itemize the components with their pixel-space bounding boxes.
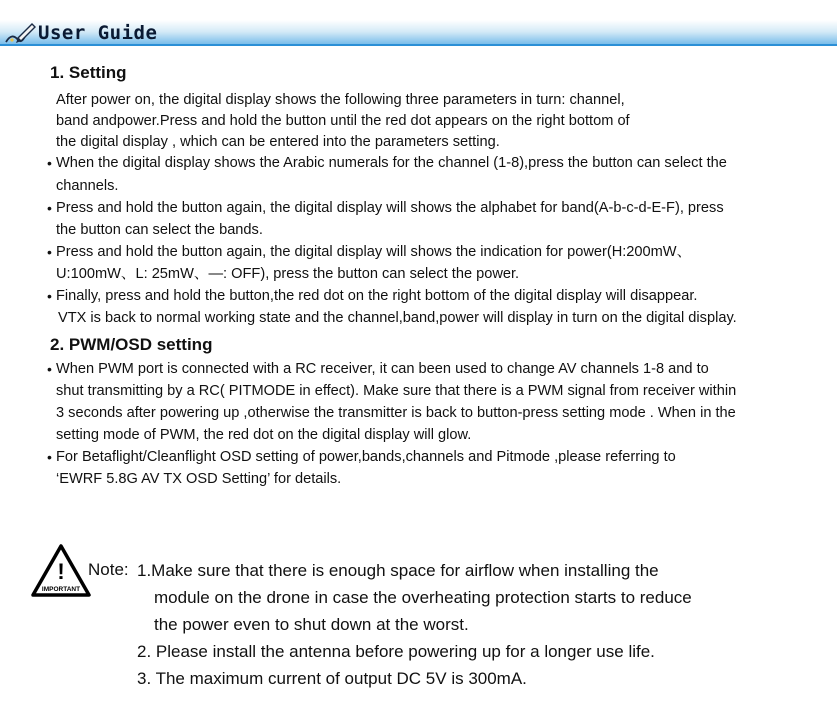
bullet-dot: • [47,288,52,304]
bullet-text: 3 seconds after powering up ,otherwise the transmitter is back to button-press setting mode . When in the [56,405,736,421]
note-label: Note: [88,560,129,579]
bullet-dot: • [47,449,52,465]
bullet-text: When the digital display shows the Arabic numerals for the channel (1-8),press the button can select the [56,155,727,171]
pen-icon [4,22,36,46]
bullet-text: the button can select the bands. [56,222,263,238]
svg-text:IMPORTANT: IMPORTANT [41,586,81,593]
bullet-dot: • [47,244,52,260]
warning-icon [30,543,92,599]
bullet-dot: • [47,200,52,216]
note-line: the power even to shut down at the worst. [154,615,469,634]
note-line: 2. Please install the antenna before powering up for a longer use life. [137,642,655,661]
note-line: module on the drone in case the overheating protection starts to reduce [154,588,692,607]
svg-text:!: ! [57,559,65,584]
intro-line: the digital display , which can be entered into the parameters setting. [56,134,500,150]
bullet-text: setting mode of PWM, the red dot on the digital display will glow. [56,427,472,443]
bullet-text: shut transmitting by a RC( PITMODE in effect). Make sure that there is a PWM signal from receiver within [56,383,737,399]
bullet-dot: • [47,155,52,171]
bullet-text: When PWM port is connected with a RC receiver, it can been used to change AV channels 1-8 and to [56,361,709,377]
header-underline [0,44,837,46]
bullet-text: Finally, press and hold the button,the red dot on the right bottom of the digital display will disappear. [56,288,698,304]
bullet-text: ‘EWRF 5.8G AV TX OSD Setting’ for details. [56,471,342,487]
note-line: 1.Make sure that there is enough space for airflow when installing the [137,561,659,580]
bullet-text: For Betaflight/Cleanflight OSD setting of power,bands,channels and Pitmode ,please referring to [56,449,676,465]
page-title: User Guide [38,22,158,44]
intro-line: band andpower.Press and hold the button until the red dot appears on the right bottom of [56,113,630,129]
section-heading-setting: 1. Setting [50,63,127,82]
intro-line: After power on, the digital display shows the following three parameters in turn: channel, [56,92,625,108]
note-line: 3. The maximum current of output DC 5V is 300mA. [137,669,527,688]
bullet-text: Press and hold the button again, the digital display will shows the indication for power(H:200mW、 [56,244,692,260]
bullet-text: channels. [56,178,119,194]
bullet-text: Press and hold the button again, the digital display will shows the alphabet for band(A-b-c-d-E-F), press [56,200,724,216]
section-heading-pwm-osd: 2. PWM/OSD setting [50,335,213,354]
bullet-dot: • [47,361,52,377]
bullet-text: U:100mW、L: 25mW、—: OFF), press the button can select the power. [56,266,520,282]
bullet-text: VTX is back to normal working state and the channel,band,power will display in turn on the digital display. [58,310,737,326]
